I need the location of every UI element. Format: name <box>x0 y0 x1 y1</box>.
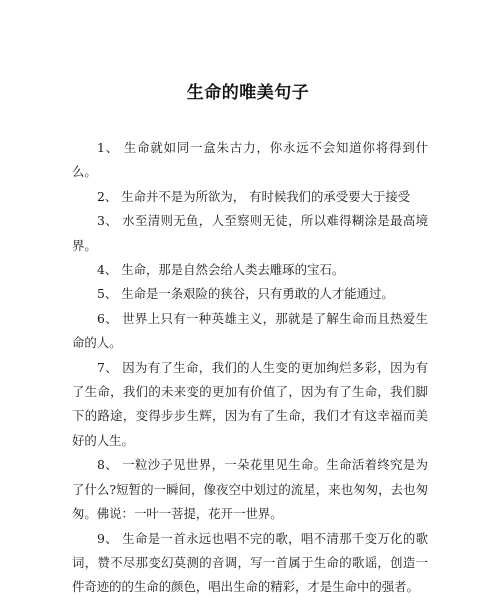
paragraph-3: 3、 水至清则无鱼，人至察则无徒，所以难得糊涂是最高境界。 <box>72 213 428 253</box>
paragraph-8: 8、 一粒沙子见世界，一朵花里见生命。生命活着终究是为了什么?短暂的一瞬间，像夜空中划过的流星，来也匆匆，去也匆匆。佛说：一叶一菩提，花开一世界。 <box>72 457 428 522</box>
paragraph-5: 5、 生命是一条艰险的狭谷，只有勇敢的人才能通过。 <box>97 286 394 302</box>
paragraph-7: 7、 因为有了生命，我们的人生变的更加绚烂多彩，因为有了生命，我们的未来变的更加有价值了，因为有了生命，我们脚下的路途，变得步步生辉，因为有了生命，我们才有这幸福而美好的人生。 <box>72 359 428 448</box>
paragraph-6: 6、 世界上只有一种英雄主义，那就是了解生命而且热爱生命的人。 <box>72 310 428 351</box>
paragraph-4: 4、 生命，那是自然会给人类去雕琢的宝石。 <box>97 262 345 278</box>
paragraph-1: 1、 生命就如同一盒朱古力，你永远不会知道你将得到什么。 <box>72 140 428 180</box>
paragraph-9: 9、 生命是一首永远也唱不完的歌，唱不清那千变万化的歌词，赞不尽那变幻莫测的音调，写一首属于生命的歌谣，创造一件奇迹的的生命的颜色，唱出生命的精彩，才是生命中的强者。 <box>72 530 428 595</box>
paragraph-2: 2、 生命并不是为所欲为， 有时候我们的承受要大于接受 <box>97 188 411 204</box>
document-body <box>72 136 428 600</box>
document-title: 生命的唯美句子 <box>186 83 310 103</box>
